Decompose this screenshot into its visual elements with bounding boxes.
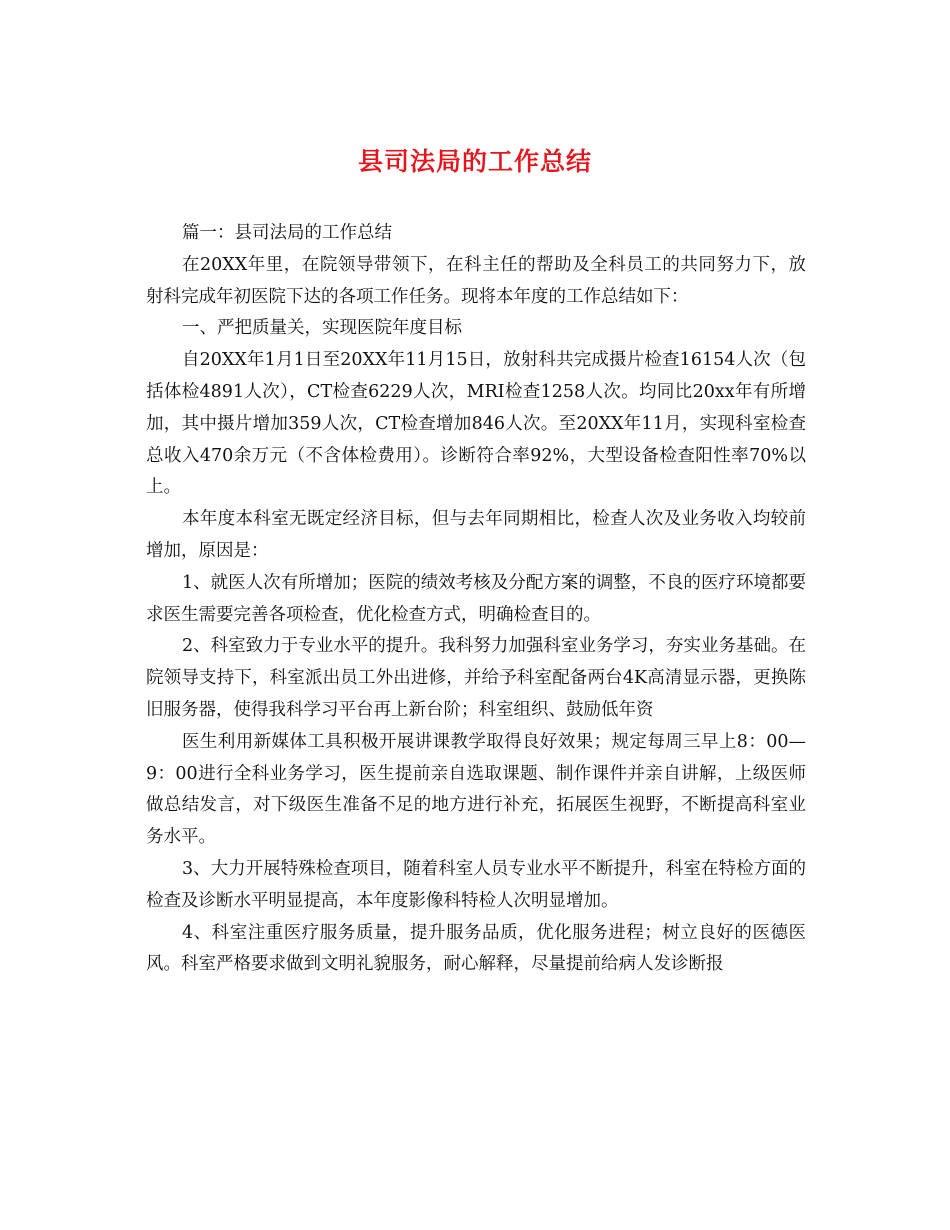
paragraph-statistics: 自20XX年1月1日至20XX年11月15日，放射科共完成摄片检查16154人次（包括体检4891人次），CT检查6229人次，MRI检查1258人次。均同比20xx年有所增加，其中摄片增加359人次，CT检查增加846人次。至20XX年11月，实现科室检查总收入470余万元（不含体检费用）。诊断符合率92%，大型设备检查阳性率70%以上。 bbox=[146, 350, 806, 498]
paragraph-item-2-continued: 医生利用新媒体工具积极开展讲课教学取得良好效果；规定每周三早上8：00—9：00进行全科业务学习，医生提前亲自选取课题、制作课件并亲自讲解，上级医师做总结发言，对下级医生准备不足的地方进行补充，拓展医生视野，不断提高科室业务水平。 bbox=[146, 731, 806, 848]
paragraph-item-1: 1、就医人次有所增加；医院的绩效考核及分配方案的调整，不良的医疗环境都要求医生需要完善各项检查，优化检查方式，明确检查目的。 bbox=[146, 572, 806, 625]
paragraph-item-3: 3、大力开展特殊检查项目，随着科室人员专业水平不断提升，科室在特检方面的检查及诊断水平明显提高，本年度影像科特检人次明显增加。 bbox=[146, 858, 806, 911]
paragraph-item-4: 4、科室注重医疗服务质量，提升服务品质，优化服务进程；树立良好的医德医风。科室严格要求做到文明礼貌服务，耐心解释，尽量提前给病人发诊断报 bbox=[146, 922, 806, 975]
document-title: 县司法局的工作总结 bbox=[357, 147, 592, 176]
paragraph-item-2: 2、科室致力于专业水平的提升。我科努力加强科室业务学习，夯实业务基础。在院领导支持下，科室派出员工外出进修，并给予科室配备两台4K高清显示器，更换陈旧服务器，使得我科学习平台再上新台阶；科室组织、鼓励低年资 bbox=[146, 636, 806, 720]
paragraph-reasons: 本年度本科室无既定经济目标，但与去年同期相比，检查人次及业务收入均较前增加，原因是： bbox=[146, 509, 806, 561]
document-body bbox=[146, 218, 806, 981]
paragraph-intro: 在20XX年里，在院领导带领下，在科主任的帮助及全科员工的共同努力下，放射科完成年初医院下达的各项工作任务。现将本年度的工作总结如下： bbox=[146, 254, 806, 307]
paragraph-section-heading: 篇一：县司法局的工作总结 bbox=[182, 223, 392, 243]
paragraph-heading-one: 一、严把质量关，实现医院年度目标 bbox=[182, 318, 462, 339]
